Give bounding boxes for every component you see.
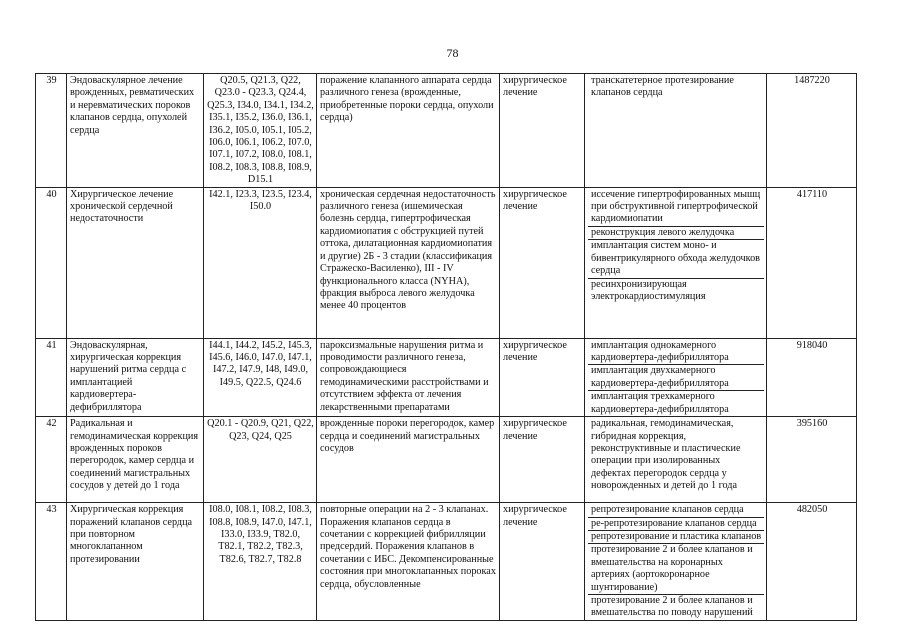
cost-value: 417110 bbox=[767, 187, 857, 338]
treatment-type: хирургическое лечение bbox=[500, 74, 585, 188]
care-type-name: Хирургическая коррекция поражений клапанов сердца при повторном многоклапанном протезировании bbox=[67, 503, 204, 621]
row-number: 41 bbox=[36, 338, 67, 416]
care-type-name: Эндоваскулярная, хирургическая коррекция нарушений ритма сердца с имплантацией кардиовертера-дефибриллятора bbox=[67, 338, 204, 416]
treatment-type: хирургическое лечение bbox=[500, 338, 585, 416]
treatment-method: имплантация однокамерного кардиовертера-дефибриллятора bbox=[588, 340, 764, 366]
treatment-method: реконструкция левого желудочка bbox=[588, 227, 764, 240]
treatment-method: иссечение гипертрофированных мышц при обструктивной гипертрофической кардиомиопатии bbox=[588, 189, 764, 227]
treatment-method: ресинхронизирующая электрокардиостимуляция bbox=[591, 278, 706, 302]
treatment-methods bbox=[585, 338, 767, 416]
row-number: 43 bbox=[36, 503, 67, 621]
treatment-method: репротезирование и пластика клапанов bbox=[588, 531, 764, 544]
cost-value: 918040 bbox=[767, 338, 857, 416]
treatment-methods bbox=[585, 417, 767, 503]
icd-codes: I44.1, I44.2, I45.2, I45.3, I45.6, I46.0, I47.0, I47.1, I47.2, I47.9, I48, I49.0, I49.5, Q22.5, Q24.6 bbox=[204, 338, 317, 416]
row-number: 42 bbox=[36, 417, 67, 503]
cost-value: 482050 bbox=[767, 503, 857, 621]
treatment-type: хирургическое лечение bbox=[500, 417, 585, 503]
icd-codes: Q20.1 - Q20.9, Q21, Q22, Q23, Q24, Q25 bbox=[204, 417, 317, 503]
icd-codes: Q20.5, Q21.3, Q22, Q23.0 - Q23.3, Q24.4, Q25.3, I34.0, I34.1, I34.2, I35.1, I35.2, I36.0, I36.1, I36.2, I05.0, I05.1, I05.2, I06.0, I06.1, I06.2, I07.0, I07.1, I07.2, I08.0, I08.1, I08.2, I08.3, I08.8, I08.9, D15.1 bbox=[204, 74, 317, 188]
care-type-name: Хирургическое лечение хронической сердечной недостаточности bbox=[67, 187, 204, 338]
treatment-methods bbox=[585, 74, 767, 188]
cost-value: 395160 bbox=[767, 417, 857, 503]
page-number: 78 bbox=[446, 46, 459, 60]
treatment-method: протезирование 2 и более клапанов и вмешательства по поводу нарушений bbox=[591, 594, 753, 619]
care-type-name: Радикальная и гемодинамическая коррекция врожденных пороков перегородок, камер сердца и соединений магистральных сосудов у детей до 1 года bbox=[67, 417, 204, 503]
table-row bbox=[36, 503, 857, 621]
row-number: 40 bbox=[36, 187, 67, 338]
patient-model: пароксизмальные нарушения ритма и проводимости различного генеза, сопровождающиеся гемодинамическими расстройствами и отсутствием эффекта от лечения лекарственными препаратами bbox=[317, 338, 500, 416]
treatment-method: протезирование 2 и более клапанов и вмешательства на коронарных артериях (аортокоронарное шунтирование) bbox=[588, 544, 764, 595]
treatment-methods bbox=[585, 503, 767, 621]
patient-model: врожденные пороки перегородок, камер сердца и соединений магистральных сосудов bbox=[317, 417, 500, 503]
patient-model: хроническая сердечная недостаточность различного генеза (ишемическая болезнь сердца, гипертрофическая кардиомиопатия с обструкцией путей оттока, дилатационная кардиомиопатия и другие) 2Б - 3 стадии (классификация Стражеско-Василенко), III - IV функционального класса (NYHA), фракция выброса левого желудочка менее 40 процентов bbox=[317, 187, 500, 338]
treatment-method: имплантация систем моно- и бивентрикулярного обхода желудочков сердца bbox=[588, 240, 764, 278]
treatment-method: транскатетерное протезирование клапанов сердца bbox=[591, 75, 734, 99]
treatment-type: хирургическое лечение bbox=[500, 187, 585, 338]
treatment-type: хирургическое лечение bbox=[500, 503, 585, 621]
treatment-method: радикальная, гемодинамическая, гибридная коррекция, реконструктивные и пластические операции при изолированных дефектах перегородок сердца у новорожденных и детей до 1 года bbox=[591, 418, 741, 492]
table-row bbox=[36, 417, 857, 503]
medical-care-table bbox=[35, 73, 857, 621]
treatment-method: имплантация двухкамерного кардиовертера-дефибриллятора bbox=[588, 365, 764, 391]
treatment-methods bbox=[585, 187, 767, 338]
table-row bbox=[36, 187, 857, 338]
patient-model: повторные операции на 2 - 3 клапанах. Поражения клапанов сердца в сочетании с коррекцией фибрилляции предсердий. Поражения клапанов в сочетании с ИБС. Декомпенсированные состояния при многоклапанных пороках сердца, обусловленные bbox=[317, 503, 500, 621]
cost-value: 1487220 bbox=[767, 74, 857, 188]
treatment-method: ре-репротезирование клапанов сердца bbox=[588, 518, 764, 531]
patient-model: поражение клапанного аппарата сердца различного генеза (врожденные, приобретенные пороки сердца, опухоли сердца) bbox=[317, 74, 500, 188]
table-row bbox=[36, 74, 857, 188]
treatment-method: имплантация трехкамерного кардиовертера-дефибриллятора bbox=[591, 391, 729, 415]
table-row bbox=[36, 338, 857, 416]
icd-codes: I08.0, I08.1, I08.2, I08.3, I08.8, I08.9, I47.0, I47.1, I33.0, I33.9, T82.0, T82.1, T82.2, T82.3, T82.6, T82.7, T82.8 bbox=[204, 503, 317, 621]
care-type-name: Эндоваскулярное лечение врожденных, ревматических и неревматических пороков клапанов сердца, опухолей сердца bbox=[67, 74, 204, 188]
treatment-method: репротезирование клапанов сердца bbox=[588, 504, 764, 517]
row-number: 39 bbox=[36, 74, 67, 188]
icd-codes: I42.1, I23.3, I23.5, I23.4, I50.0 bbox=[204, 187, 317, 338]
